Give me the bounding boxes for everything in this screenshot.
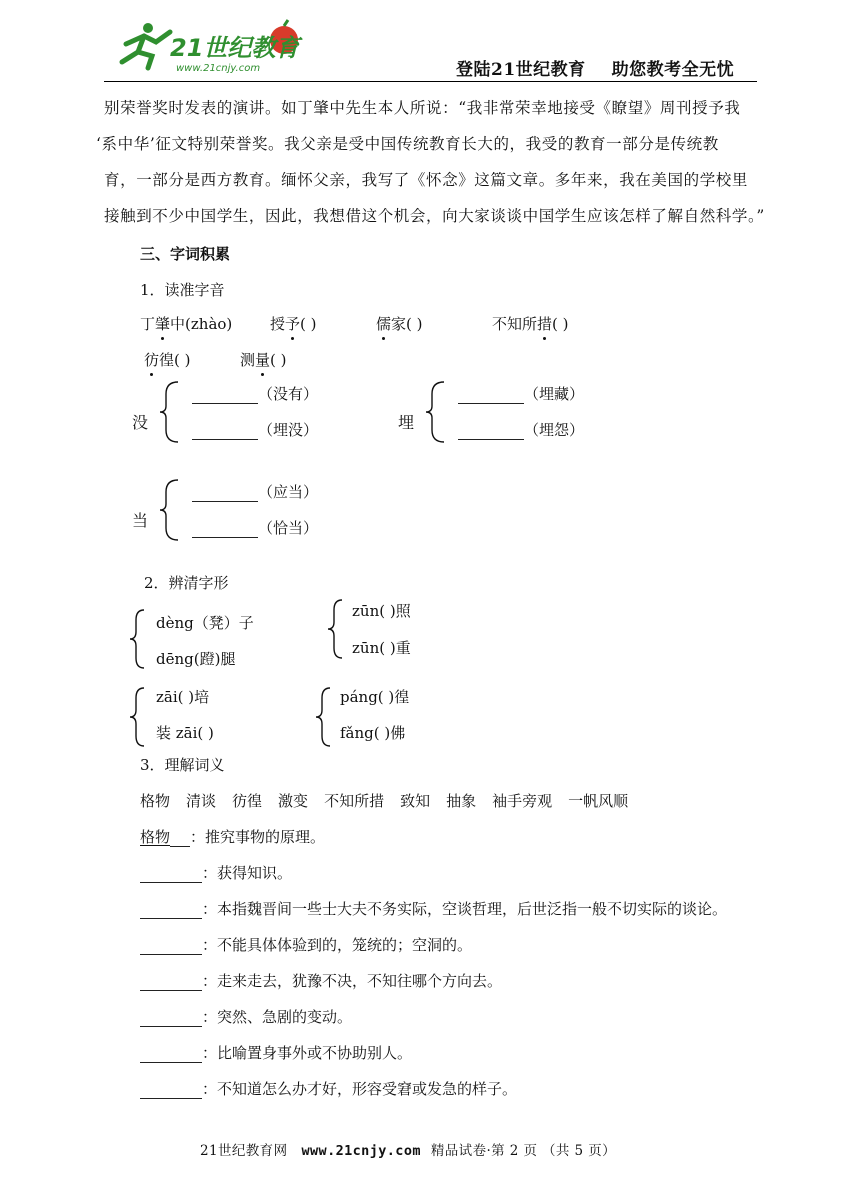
word-item: 致知 (400, 792, 431, 810)
polyphone-char: 当 (132, 511, 149, 530)
question-title: 1．读准字音 (140, 281, 225, 299)
brace-icon (314, 686, 334, 748)
pron-item: 儒家( ) (376, 315, 423, 333)
footer-site-link[interactable]: www.21cnjy.com (301, 1143, 421, 1159)
section-title: 三、字词积累 (140, 245, 231, 263)
definition-row: 格物 ：推究事物的原理。 (140, 828, 326, 846)
word-item: 清谈 (186, 792, 217, 810)
pron-item: 丁肇中(zhào) (140, 315, 233, 333)
pron-item: 彷徨( ) (144, 351, 191, 369)
question-title: 2．辨清字形 (144, 574, 229, 592)
glyph-item: dèng（凳）子 (156, 614, 254, 632)
word-item: 一帆风顺 (568, 792, 629, 810)
word-item: 不知所措 (324, 792, 385, 810)
definition-row: ：本指魏晋间一些士大夫不务实际，空谈哲理，后世泛指一般不切实际的谈论。 (140, 898, 727, 919)
intro-line: 育，一部分是西方教育。缅怀父亲，我写了《怀念》这篇文章。多年来，我在美国的学校里 (104, 171, 749, 189)
brace-icon (158, 478, 182, 542)
definition-row: ：走来走去，犹豫不决，不知往哪个方向去。 (140, 970, 502, 991)
word-item: 抽象 (446, 792, 477, 810)
glyph-item: zūn( )照 (352, 602, 411, 620)
glyph-item: páng( )徨 (340, 688, 410, 706)
pron-item: 不知所措( ) (492, 315, 569, 333)
polyphone-entry: （应当） (192, 481, 318, 502)
word-bank (140, 790, 628, 811)
intro-line: 别荣誉奖时发表的演讲。如丁肇中先生本人所说：“我非常荣幸地接受《瞭望》周刊授予我 (104, 99, 741, 117)
pronunciation-row (140, 313, 232, 334)
header-slogan (456, 55, 760, 80)
brace-icon (158, 380, 182, 444)
pron-item: 测量( ) (240, 351, 287, 369)
slogan-left: 登陆21世纪教育 (456, 60, 586, 80)
word-item: 激变 (278, 792, 309, 810)
polyphone-entry: （埋藏） (458, 383, 584, 404)
glyph-item: fǎng( )佛 (340, 724, 406, 742)
definition-row: ：比喻置身事外或不协助别人。 (140, 1042, 412, 1063)
logo-title: 21世纪教育 (170, 34, 300, 62)
brace-icon (128, 608, 148, 670)
polyphone-entry: （埋怨） (458, 419, 584, 440)
header-divider (104, 81, 757, 82)
polyphone-entry: （没有） (192, 383, 318, 404)
brace-icon (424, 380, 448, 444)
definition-row: ：获得知识。 (140, 862, 292, 883)
page-footer (200, 1139, 616, 1159)
glyph-item: zāi( )培 (156, 688, 210, 706)
brace-icon (128, 686, 148, 748)
glyph-item: zūn( )重 (352, 639, 411, 657)
word-item: 格物 (140, 792, 171, 810)
definition-row: ：不能具体体验到的，笼统的；空洞的。 (140, 934, 472, 955)
word-item: 袖手旁观 (492, 792, 553, 810)
logo-url: www.21cnjy.com (176, 63, 261, 74)
pron-item: 授予( ) (270, 315, 317, 333)
definition-row: ：突然、急剧的变动。 (140, 1006, 352, 1027)
polyphone-char: 埋 (398, 413, 415, 432)
footer-left: 21世纪教育网 (200, 1143, 288, 1159)
polyphone-entry: （恰当） (192, 517, 318, 538)
footer-page-info: 精品试卷·第 2 页 （共 5 页） (430, 1143, 617, 1159)
slogan-right: 助您教考全无忧 (611, 60, 735, 80)
definition-row: ：不知道怎么办才好，形容受窘或发急的样子。 (140, 1078, 517, 1099)
word-item: 彷徨 (232, 792, 263, 810)
polyphone-char: 没 (132, 413, 149, 432)
glyph-item: 装 zāi( ) (156, 724, 214, 742)
glyph-item: dēng(蹬)腿 (156, 650, 236, 668)
intro-line: ‘系中华’征文特别荣誉奖。我父亲是受中国传统教育长大的，我受的教育一部分是传统教 (96, 135, 719, 153)
site-logo (112, 18, 312, 78)
polyphone-entry: （埋没） (192, 419, 318, 440)
brace-icon (326, 598, 346, 660)
question-title: 3．理解词义 (140, 756, 225, 774)
intro-line: 接触到不少中国学生，因此，我想借这个机会，向大家谈谈中国学生应该怎样了解自然科学。” (104, 207, 765, 225)
